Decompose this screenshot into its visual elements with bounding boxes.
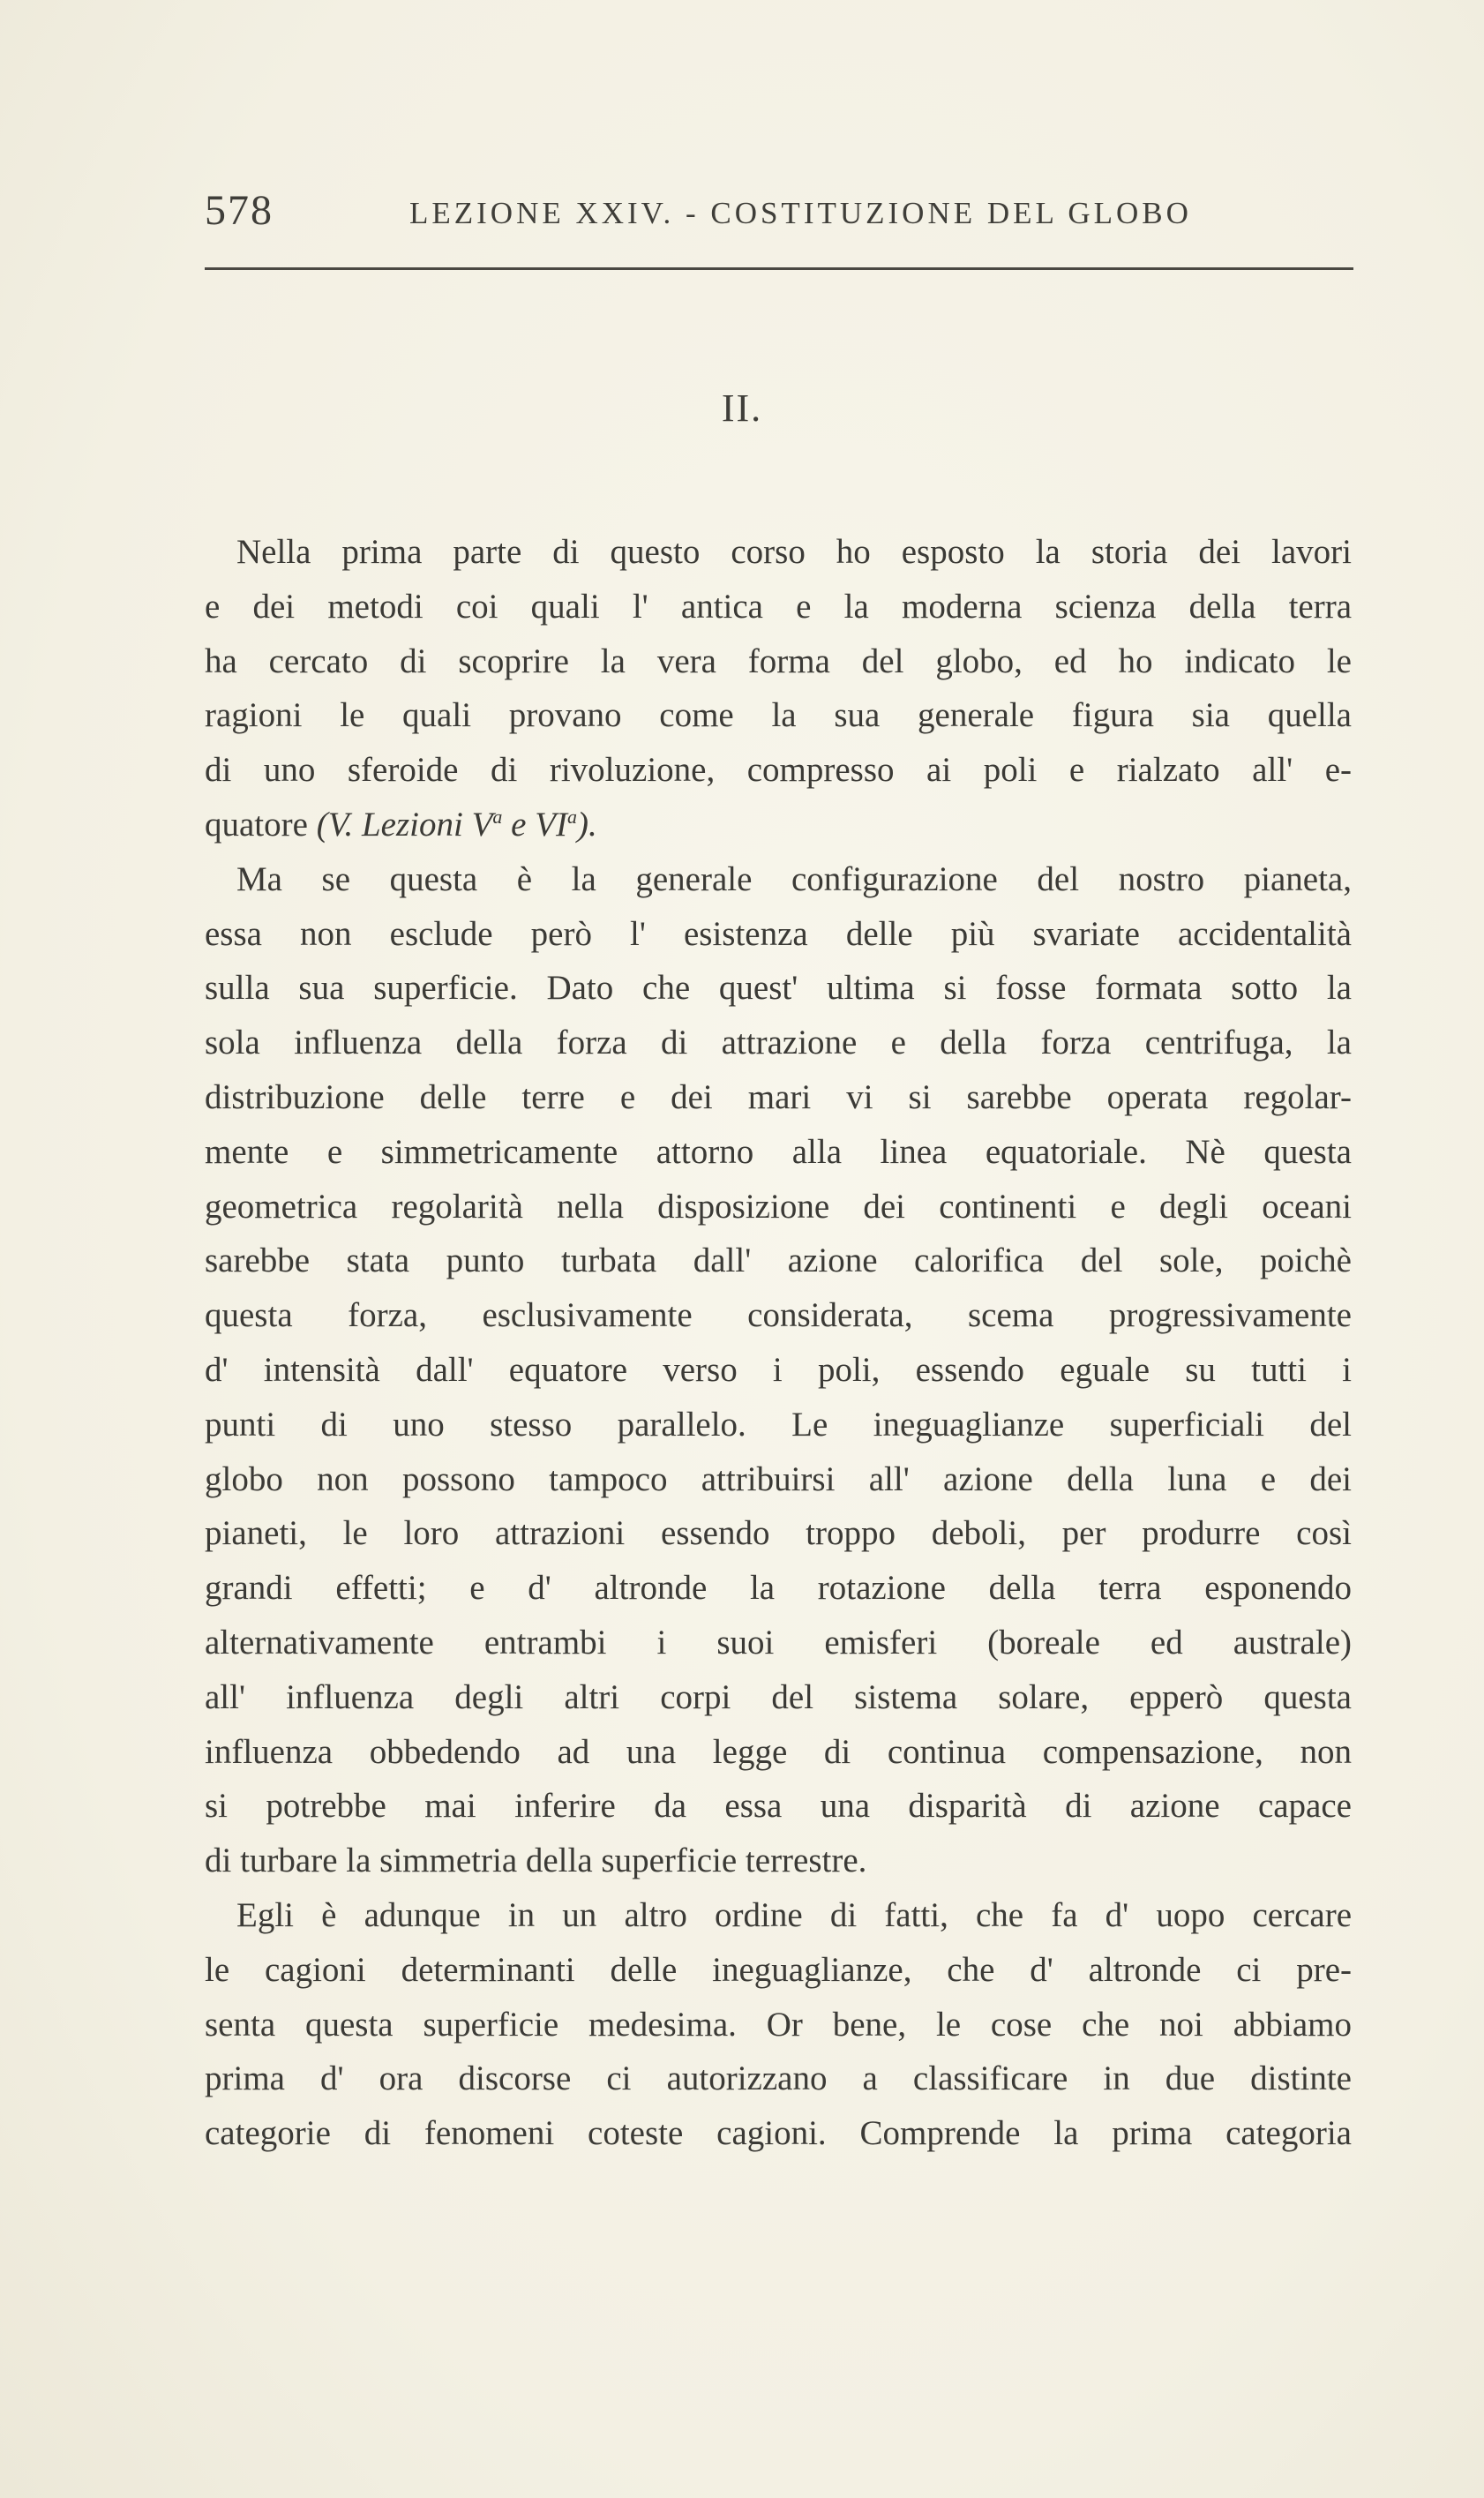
text-line: Ma se questa è la generale configurazione del nostro pianeta, [236, 859, 1352, 898]
text-fragment: quatore [205, 805, 317, 844]
text-line: punti di uno stesso parallelo. Le ineguaglianze superficiali del [205, 1405, 1352, 1444]
text-line: senta questa superficie medesima. Or bene, le cose che noi abbiamo [205, 2005, 1352, 2044]
page-number: 578 [205, 187, 274, 234]
page-header [205, 189, 1352, 233]
reference-superscript: a [567, 805, 578, 828]
text-line: all' influenza degli altri corpi del sistema solare, epperò questa [205, 1677, 1352, 1716]
text-line: Egli è adunque in un altro ordine di fatti, che fa d' uopo cercare [236, 1895, 1352, 1934]
text-line: grandi effetti; e d' altronde la rotazione della terra esponendo [205, 1569, 1352, 1608]
text-line: di uno sferoide di rivoluzione, compresso ai poli e rialzato all' e- [205, 751, 1352, 790]
text-line: sola influenza della forza di attrazione e della forza centrifuga, la [205, 1024, 1352, 1062]
running-head: LEZIONE XXIV. - COSTITUZIONE DEL GLOBO [409, 196, 1192, 230]
paragraph [205, 525, 1352, 852]
text-line: essa non esclude però l' esistenza delle più svariate accidentalità [205, 914, 1352, 953]
paragraph [205, 852, 1352, 1888]
text-line: Nella prima parte di questo corso ho esposto la storia dei lavori [236, 533, 1352, 571]
lesson-reference [317, 806, 597, 844]
reference-superscript: a [492, 805, 503, 828]
text-line: le cagioni determinanti delle ineguaglianze, che d' altronde ci pre- [205, 1950, 1352, 1989]
text-line: categorie di fenomeni coteste cagioni. Comprende la prima categoria [205, 2114, 1352, 2153]
text-line: globo non possono tampoco attribuirsi all' azione della luna e dei [205, 1459, 1352, 1498]
text-line: e dei metodi coi quali l' antica e la moderna scienza della terra [205, 587, 1352, 626]
text-line: pianeti, le loro attrazioni essendo troppo deboli, per produrre così [205, 1514, 1352, 1553]
text-line: di turbare la simmetria della superficie terrestre. [205, 1842, 867, 1880]
section-number: II. [721, 386, 763, 430]
text-line: d' intensità dall' equatore verso i poli, essendo eguale su tutti i [205, 1350, 1352, 1389]
paragraph [205, 1888, 1352, 2161]
text-line: ha cercato di scoprire la vera forma del globo, ed ho indicato le [205, 641, 1352, 680]
body-text [205, 525, 1352, 2161]
text-line: sulla sua superficie. Dato che quest' ultima si fosse formata sotto la [205, 969, 1352, 1008]
text-line: alternativamente entrambi i suoi emisferi (boreale ed australe) [205, 1623, 1352, 1662]
text-line: prima d' ora discorse ci autorizzano a classificare in due distinte [205, 2059, 1352, 2098]
text-line: si potrebbe mai inferire da essa una disparità di azione capace [205, 1787, 1352, 1826]
text-line: ragioni le quali provano come la sua generale figura sia quella [205, 696, 1352, 735]
text-line: distribuzione delle terre e dei mari vi si sarebbe operata regolar- [205, 1077, 1352, 1116]
text-line: influenza obbedendo ad una legge di continua compensazione, non [205, 1732, 1352, 1771]
text-line: sarebbe stata punto turbata dall' azione calorifica del sole, poichè [205, 1241, 1352, 1280]
text-line: mente e simmetricamente attorno alla linea equatoriale. Nè questa [205, 1132, 1352, 1171]
reference-part: e VI [502, 805, 568, 844]
reference-part: ). [577, 805, 597, 844]
text-line [205, 798, 1352, 852]
reference-part: (V. Lezioni V [316, 805, 493, 844]
header-rule [205, 267, 1353, 270]
text-line: geometrica regolarità nella disposizione dei continenti e degli oceani [205, 1187, 1352, 1226]
text-line: questa forza, esclusivamente considerata, scema progressivamente [205, 1296, 1352, 1335]
